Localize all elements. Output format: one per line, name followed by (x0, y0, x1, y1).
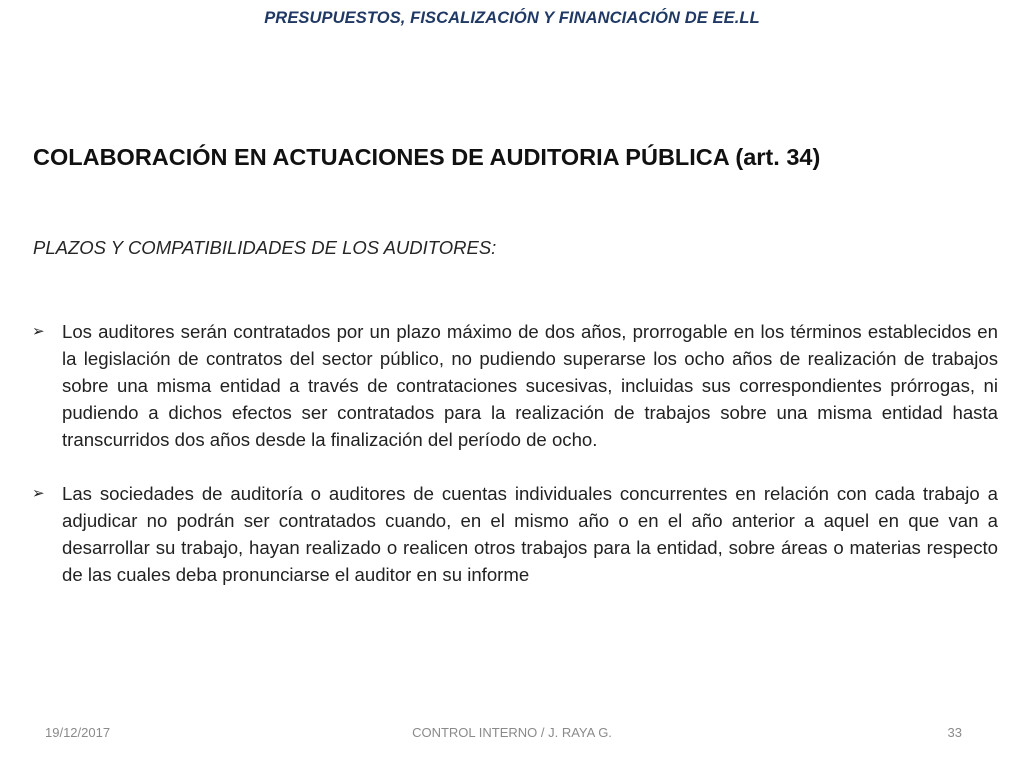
bullet-item (30, 480, 998, 588)
section-subtitle: PLAZOS Y COMPATIBILIDADES DE LOS AUDITORES: (33, 237, 497, 258)
arrow-bullet-icon: ➢ (32, 485, 45, 502)
bullet-text: Los auditores serán contratados por un plazo máximo de dos años, prorrogable en los términos establecidos en la legislación de contratos del sector público, no pudiendo superarse los ocho años de realización de trabajos sobre una misma entidad a través de contrataciones sucesivas, incluidas sus correspondientes prórrogas, ni pudiendo a dichos efectos ser contratados para la realización de trabajos sobre una misma entidad hasta transcurridos dos años desde la finalización del período de ocho. (62, 321, 998, 450)
footer-date: 19/12/2017 (45, 725, 111, 740)
header-title: PRESUPUESTOS, FISCALIZACIÓN Y FINANCIACIÓN DE EE.LL (264, 9, 760, 27)
arrow-bullet-icon: ➢ (32, 323, 45, 340)
page-number: 33 (947, 725, 962, 740)
footer-author: CONTROL INTERNO / J. RAYA G. (412, 725, 612, 740)
footer (0, 725, 1024, 745)
bullet-text: Las sociedades de auditoría o auditores de cuentas individuales concurrentes en relación con cada trabajo a adjudicar no podrán ser contratados cuando, en el mismo año o en el año anterior a aquel en que van a desarrollar su trabajo, hayan realizado o realicen otros trabajos para la entidad, sobre áreas o materias respecto de las cuales deba pronunciarse el auditor en su informe (62, 483, 998, 585)
bullet-item (30, 318, 998, 453)
bullet-list (30, 318, 998, 615)
page-title: COLABORACIÓN EN ACTUACIONES DE AUDITORIA PÚBLICA (art. 34) (33, 144, 821, 170)
